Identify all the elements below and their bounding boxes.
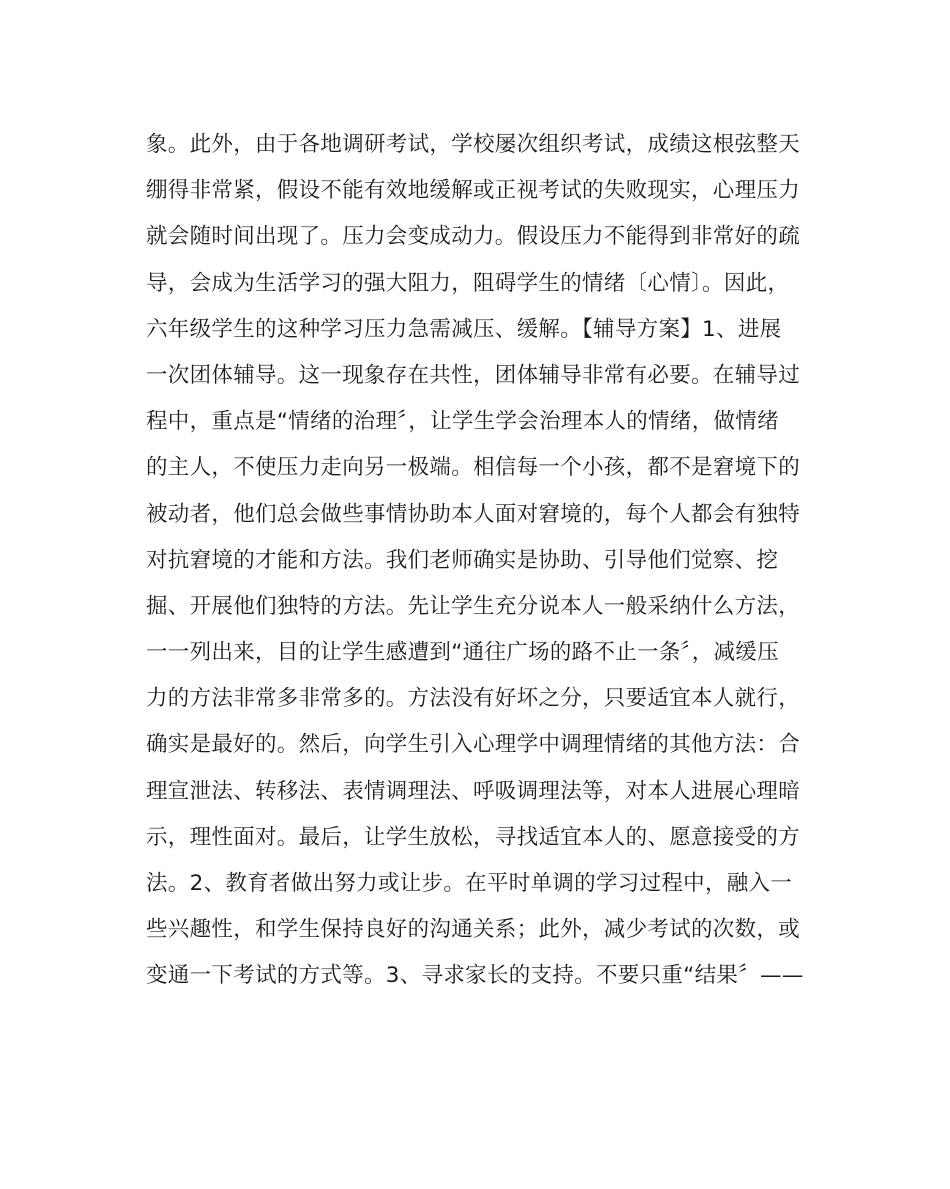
text-line-6: 一次团体辅导。这一现象存在共性，团体辅导非常有必要。在辅导过 bbox=[146, 362, 801, 388]
text-line-17: 法。2、教育者做出努力或让步。在平时单调的学习过程中，融入一 bbox=[146, 871, 793, 896]
text-line-2: 绷得非常紧，假设不能有效地缓解或正视考试的失败现实，心理压力 bbox=[146, 178, 801, 204]
text-line-15: 理宣泄法、转移法、表情调理法、呼吸调理法等，对本人进展心理暗 bbox=[146, 778, 801, 804]
text-line-13: 力的方法非常多非常多的。方法没有好坏之分，只要适宜本人就行， bbox=[146, 686, 801, 712]
text-line-14: 确实是最好的。然后，向学生引入心理学中调理情绪的其他方法：合 bbox=[146, 732, 801, 758]
text-line-9: 被动者，他们总会做些事情协助本人面对窘境的，每个人都会有独特 bbox=[146, 501, 801, 527]
text-line-11: 掘、开展他们独特的方法。先让学生充分说本人一般采纳什么方法， bbox=[146, 593, 801, 619]
text-line-12: 一一列出来，目的让学生感遭到“通往广场的路不止一条〞，减缓压 bbox=[146, 640, 779, 666]
text-line-19: 变通一下考试的方式等。3、寻求家长的支持。不要只重“结果〞—— bbox=[146, 963, 804, 989]
text-line-3: 就会随时间出现了。压力会变成动力。假设压力不能得到非常好的疏 bbox=[146, 224, 801, 250]
text-line-8: 的主人，不使压力走向另一极端。相信每一个小孩，都不是窘境下的 bbox=[146, 455, 801, 481]
text-line-7: 程中，重点是“情绪的治理〞，让学生学会治理本人的情绪，做情绪 bbox=[146, 409, 779, 435]
text-line-4: 导，会成为生活学习的强大阻力，阻碍学生的情绪〔心情〕。因此， bbox=[146, 270, 790, 296]
text-line-18: 些兴趣性，和学生保持良好的沟通关系；此外，减少考试的次数，或 bbox=[146, 917, 801, 943]
text-line-16: 示，理性面对。最后，让学生放松，寻找适宜本人的、愿意接受的方 bbox=[146, 824, 801, 850]
text-line-1: 象。此外，由于各地调研考试，学校屡次组织考试，成绩这根弦整天 bbox=[146, 132, 801, 157]
text-line-10: 对抗窘境的才能和方法。我们老师确实是协助、引导他们觉察、挖 bbox=[146, 547, 779, 573]
body-text bbox=[146, 122, 806, 1000]
text-line-5: 六年级学生的这种学习压力急需减压、缓解。【辅导方案】1、进展 bbox=[146, 316, 782, 342]
